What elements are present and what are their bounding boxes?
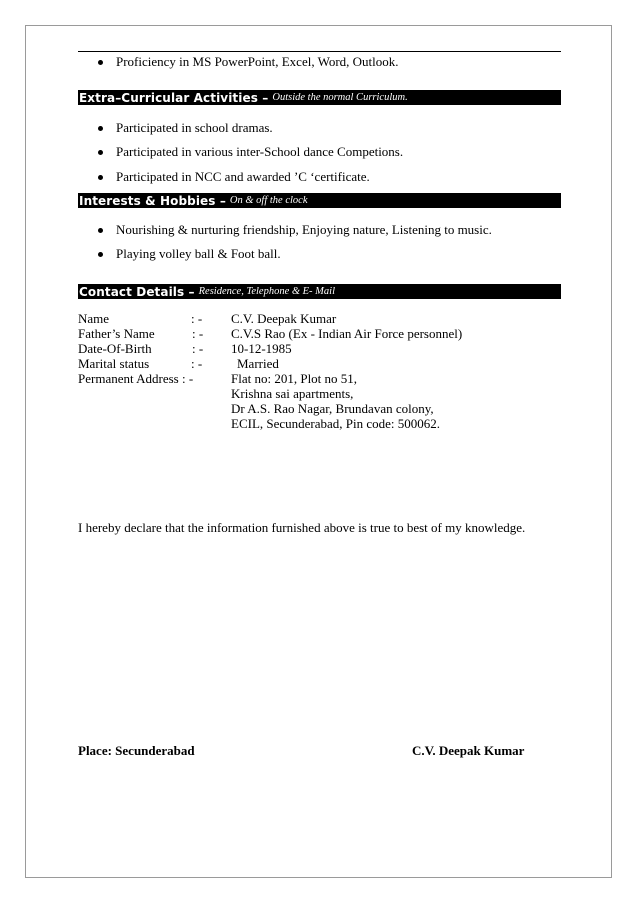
section-subtitle: Outside the normal Curriculum. [272,92,408,103]
section-title: Interests & Hobbies – [79,193,226,208]
section-subtitle: Residence, Telephone & E- Mail [198,286,336,297]
bullet-icon [98,252,103,257]
signature-name: C.V. Deepak Kumar [412,743,525,758]
bullet-icon [98,60,103,65]
section-header-extra-curricular [78,90,561,105]
section-header-contact [78,284,561,299]
place-label: Place: Secunderabad [78,743,195,758]
bullet-icon [98,228,103,233]
section-title: Extra–Curricular Activities – [79,90,269,105]
address-line: Krishna sai apartments, [231,386,354,401]
address-line: ECIL, Secunderabad, Pin code: 500062. [231,416,441,431]
top-rule [78,51,561,52]
section-header-interests [78,193,561,208]
bullet-icon [98,150,103,155]
section-title: Contact Details – [79,284,195,299]
declaration-text: I hereby declare that the information furnished above is true to best of my knowledge. [78,520,526,535]
address-line: Dr A.S. Rao Nagar, Brundavan colony, [231,401,434,416]
section-subtitle: On & off the clock [229,195,308,206]
bullet-icon [98,126,103,131]
bullet-icon [98,175,103,180]
